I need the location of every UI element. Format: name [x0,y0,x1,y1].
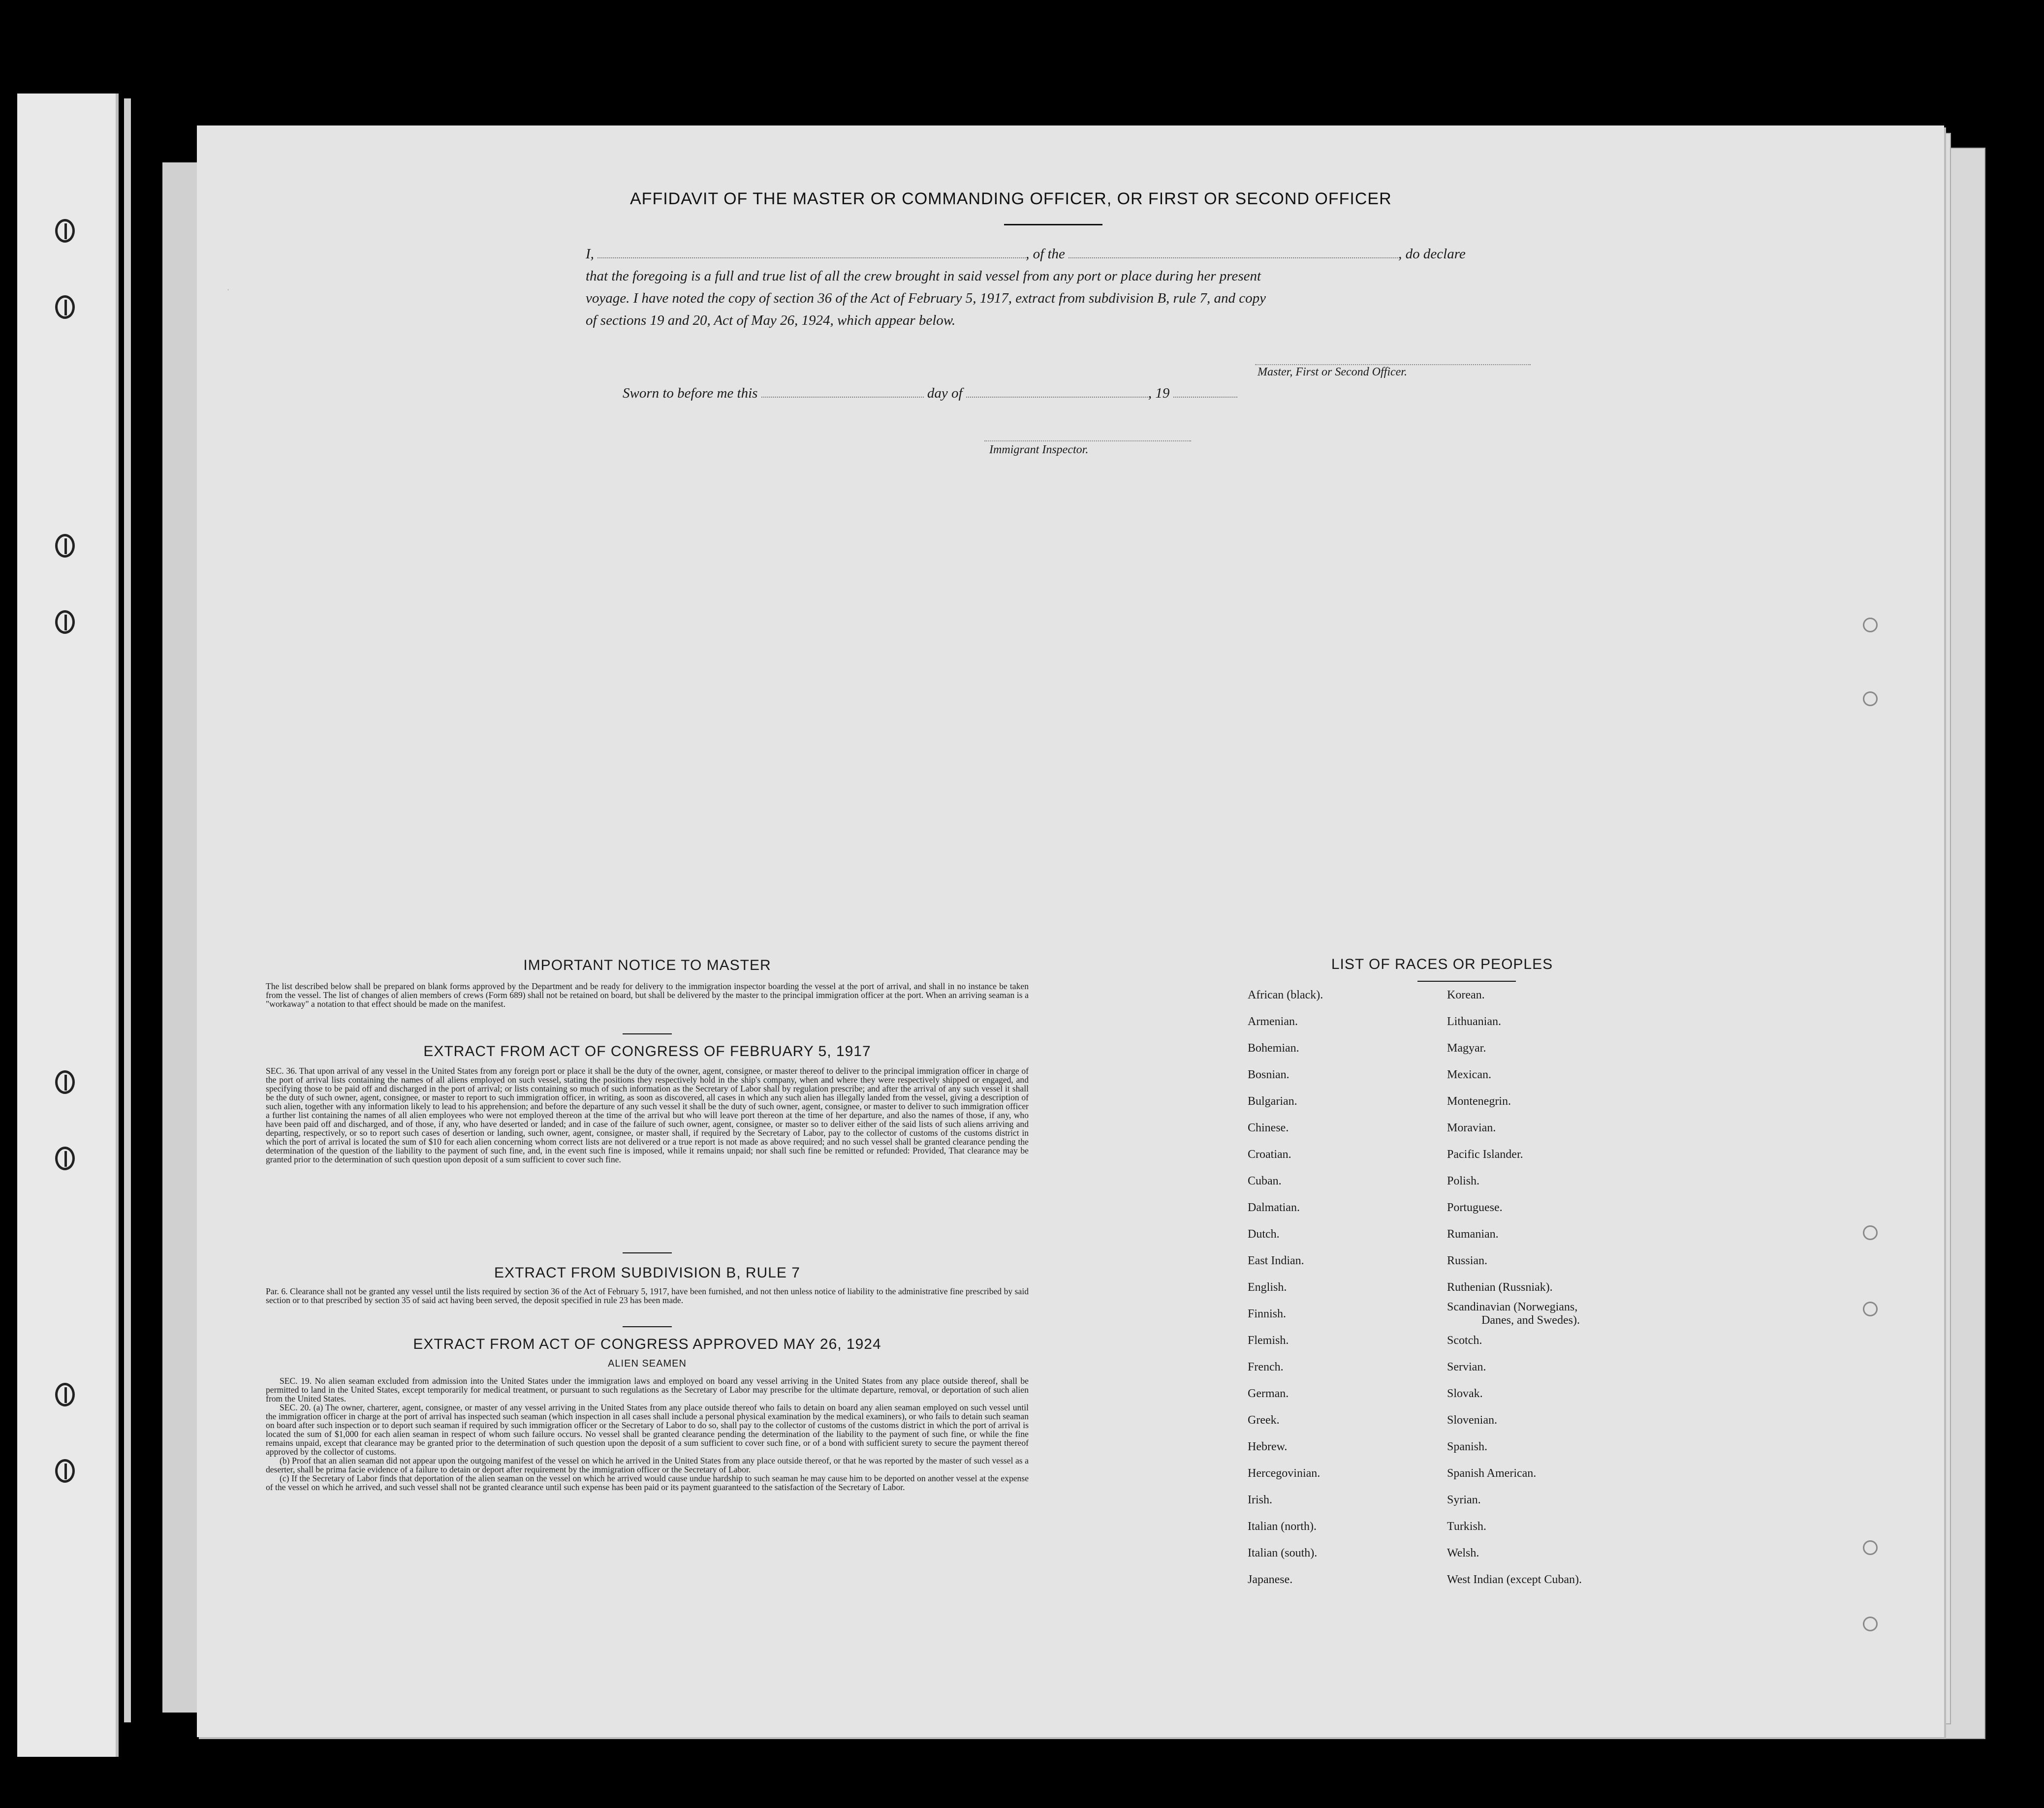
title-underline [1004,224,1102,225]
binding-strip [17,94,119,1757]
sec-20b-paragraph: (b) Proof that an alien seaman did not appear upon the outgoing manifest of the vessel on which he arrived in the United States from any place outside thereof, or that he was reported by the master of such vessel as a deserter, shall be prima facie evidence of a failure to detain or deport after requirement by the immigration officer or the Secretary of Labor. [266,1456,1029,1474]
race-item: Mexican. [1447,1068,1491,1081]
race-item: Welsh. [1447,1547,1479,1559]
race-item: Turkish. [1447,1520,1486,1533]
punch-hole [1863,618,1878,632]
races-right-column [1447,982,1582,1593]
race-item: Slovenian. [1447,1414,1497,1427]
race-item: Armenian. [1248,1015,1298,1028]
race-item: Flemish. [1248,1334,1289,1347]
race-item: French. [1248,1361,1284,1373]
race-item: Bulgarian. [1248,1095,1297,1108]
notice-title: IMPORTANT NOTICE TO MASTER [523,957,771,973]
document-page [197,125,1944,1737]
race-item-scandinavian-line-2: Danes, and Swedes). [1481,1314,1580,1327]
race-item: Dalmatian. [1248,1201,1300,1214]
alien-seamen-subtitle: ALIEN SEAMEN [608,1358,687,1369]
binding-hole [55,610,75,634]
extract-1917-title: EXTRACT FROM ACT OF CONGRESS OF FEBRUARY 5, 1917 [423,1043,871,1060]
punch-hole [1863,691,1878,706]
race-item: Russian. [1447,1254,1488,1267]
race-item: Polish. [1447,1175,1480,1187]
race-item-scandinavian-line-1: Scandinavian (Norwegians, [1447,1301,1578,1313]
sec-20c-paragraph: (c) If the Secretary of Labor finds that deportation of the alien seaman on the vessel on which he arrived would cause undue hardship to such seaman he may cause him to be deported on another vessel at the expense of the vessel on which he arrived, and such vessel shall not be granted clearance until such expense has been paid or its payment guaranteed to the satisfaction of the Secretary of Labor. [266,1473,1029,1492]
affidavit-line-3: voyage. I have noted the copy of section 36 of the Act of February 5, 1917, extract from subdivision B, rule 7, and copy [586,290,1266,306]
race-item: Pacific Islander. [1447,1148,1523,1161]
race-item: Greek. [1248,1414,1280,1427]
binding-hole [55,1070,75,1094]
race-item: East Indian. [1248,1254,1304,1267]
race-item: Irish. [1248,1494,1272,1506]
punch-hole [1863,1302,1878,1316]
binding-hole [55,534,75,558]
extract-1924-text [266,1376,1029,1492]
binding-hole [55,1459,75,1483]
affidavit-do-declare: , do declare [1398,246,1466,262]
races-title: LIST OF RACES OR PEOPLES [1331,956,1553,972]
race-item: Chinese. [1248,1122,1289,1134]
sworn-line [623,385,1237,402]
punch-hole [1863,1225,1878,1240]
race-item: African (black). [1248,989,1323,1001]
race-item: Hebrew. [1248,1440,1288,1453]
extract-1917-text: SEC. 36. That upon arrival of any vessel in the United States from any foreign port or place it shall be the duty of the owner, agent, consignee, or master thereof to deliver to the principal immigration officer in charge of the port of arrival lists containing the names of all aliens employed on such vessel, stating the positions they respectively hold in the ship's company, when and where they were respectively shipped or engaged, and specifying those to be paid off and discharged in the port of arrival; or lists containing so much of such information as the Secretary of Labor shall by regulation prescribe; and after the arrival of any such vessel it shall be the duty of such owner, agent, consignee, or master to report to such immigration officer, in writing, as soon as discovered, all cases in which any such alien has illegally landed from the vessel, giving a description of such alien, together with any information likely to lead to his apprehension; and before the departure of any such vessel it shall be the duty of such owner, agent, consignee, or master to deliver to such immigration officer a further list containing the names of all alien employees who were not employed thereon at the time of the arrival but who will leave port thereon at the time of her departure, and also the names of those, if any, who have been paid off and discharged, and of those, if any, who have deserted or landed; and in case of the failure of such owner, agent, consignee, or master so to deliver either of the said lists of such aliens arriving and departing, respectively, or so to report such cases of desertion or landing, such owner, agent, consignee, or master shall, if required by the Secretary of Labor, pay to the collector of customs of the customs district in which the port of arrival is located the sum of $10 for each alien concerning whom correct lists are not delivered or a true report is not made as above required; and no such vessel shall be granted clearance pending the determination of the question of the liability to the payment of such fine, and, in the event such fine is imposed, while it remains unpaid; nor shall such fine be remitted or refunded: Provided, That clearance may be granted prior to the determination of such question upon deposit of a sum sufficient to cover such fine. [266,1066,1029,1164]
race-item: Cuban. [1248,1175,1282,1187]
inspector-label: Immigrant Inspector. [989,443,1089,456]
race-item: Moravian. [1447,1122,1496,1134]
sec-19-paragraph: SEC. 19. No alien seaman excluded from admission into the United States under the immigration laws and employed on board any vessel arriving in the United States from any place outside thereof, shall be permitted to land in the United States, except temporarily for medical treatment, or pursuant to such regulations as the Secretary of Labor may prescribe for the ultimate departure, removal, or deportation of such alien from the United States. [266,1376,1029,1403]
race-item: German. [1248,1387,1289,1400]
notice-text: The list described below shall be prepared on blank forms approved by the Department and be ready for delivery to the immigration inspector boarding the vessel at the port of arrival, and shall in no instance be taken from the vessel. The list of changes of alien members of crews (Form 689) shall not be retained on board, but shall be delivered by the master to the principal immigration officer at the port. When an arriving seaman is a "workaway" a notation to that effect should be made on the manifest. [266,981,1029,1009]
affidavit-line-2: that the foregoing is a full and true list of all the crew brought in said vessel from any port or place during her present [586,268,1261,284]
race-item: English. [1248,1281,1287,1294]
binding-hole [55,1147,75,1170]
race-item-scandinavian [1447,1301,1582,1327]
race-item: Spanish. [1447,1440,1488,1453]
vessel-blank[interactable] [1069,248,1398,258]
race-item: Dutch. [1248,1228,1280,1241]
master-signature-line[interactable] [1255,364,1531,365]
race-item: Magyar. [1447,1042,1486,1055]
race-item: Croatian. [1248,1148,1291,1161]
binding-hole [55,1383,75,1406]
inspector-signature-line[interactable] [984,440,1191,441]
master-label: Master, First or Second Officer. [1258,366,1407,378]
month-blank[interactable] [966,387,1148,398]
affidavit-i: I, [586,246,594,262]
race-item: Lithuanian. [1447,1015,1501,1028]
race-item: Scotch. [1447,1334,1482,1347]
race-item: Servian. [1447,1361,1486,1373]
affidavit-of-the: , of the [1026,246,1065,262]
race-item: Portuguese. [1447,1201,1503,1214]
page-shadow [162,162,202,1713]
race-item: Italian (south). [1248,1547,1318,1559]
affidavit-line-4: of sections 19 and 20, Act of May 26, 1924, which appear below. [586,312,956,328]
affidavit-line-1 [586,246,1466,262]
extract-1924-title: EXTRACT FROM ACT OF CONGRESS APPROVED MAY 26, 1924 [413,1336,881,1352]
sworn-text: Sworn to before me this [623,385,758,401]
bleed-through-mark: · [226,283,230,295]
sworn-date-blank[interactable] [761,387,924,398]
binding-hole [55,295,75,319]
race-item: Montenegrin. [1447,1095,1511,1108]
race-item: Syrian. [1447,1494,1481,1506]
race-item: Slovak. [1447,1387,1483,1400]
sec-20a-paragraph: SEC. 20. (a) The owner, charterer, agent, consignee, or master of any vessel arriving in the United States from any place outside thereof who fails to detain on board any alien seaman employed on such vessel until the immigration officer in charge at the port of arrival has inspected such seaman (which inspection in all cases shall include a personal physical examination by the medical examiners), or who fails to detain such seaman on board after such inspection or to deport such seaman if required by such immigration officer or the Secretary of Labor to do so, shall pay to the collector of customs of the customs district in which the port of arrival is located the sum of $1,000 for each alien seaman in respect of whom such failure occurs. No vessel shall be granted clearance pending the determination of the liability to the payment of such fine, or while the fine remains unpaid, except that clearance may be granted prior to the determination of such question upon the deposit of a sum sufficient to cover such fine, or of a bond with sufficient surety to secure the payment thereof approved by the collector of customs. [266,1403,1029,1457]
binding-strip-edge [124,98,131,1722]
race-item: Hercegovinian. [1248,1467,1321,1480]
punch-hole [1863,1617,1878,1631]
race-item: Japanese. [1248,1573,1293,1586]
rule7-divider [623,1326,672,1327]
race-item: Bohemian. [1248,1042,1299,1055]
race-item: Bosnian. [1248,1068,1289,1081]
race-item: Spanish American. [1447,1467,1537,1480]
binding-hole [55,219,75,243]
rule7-title: EXTRACT FROM SUBDIVISION B, RULE 7 [494,1265,800,1281]
race-item: Ruthenian (Russniak). [1447,1281,1553,1294]
extract-1917-divider [623,1252,672,1253]
race-item: Finnish. [1248,1308,1287,1320]
race-item: Rumanian. [1447,1228,1499,1241]
race-item: West Indian (except Cuban). [1447,1573,1582,1586]
year-text: , 19 [1148,385,1170,401]
name-blank[interactable] [597,248,1026,258]
affidavit-title: AFFIDAVIT OF THE MASTER OR COMMANDING OFFICER, OR FIRST OR SECOND OFFICER [630,189,1392,208]
race-item: Italian (north). [1248,1520,1317,1533]
punch-hole [1863,1540,1878,1555]
day-of-text: day of [927,385,963,401]
races-left-column [1248,982,1323,1593]
notice-divider [623,1033,672,1034]
race-item: Korean. [1447,989,1485,1001]
rule7-text: Par. 6. Clearance shall not be granted any vessel until the lists required by section 36 of the Act of February 5, 1917, have been furnished, and not then unless notice of liability to the administrative fine prescribed by said section or to that prescribed by section 35 of said act having been served, the deposit specified in rule 23 has been made. [266,1286,1029,1305]
year-blank[interactable] [1173,387,1237,398]
